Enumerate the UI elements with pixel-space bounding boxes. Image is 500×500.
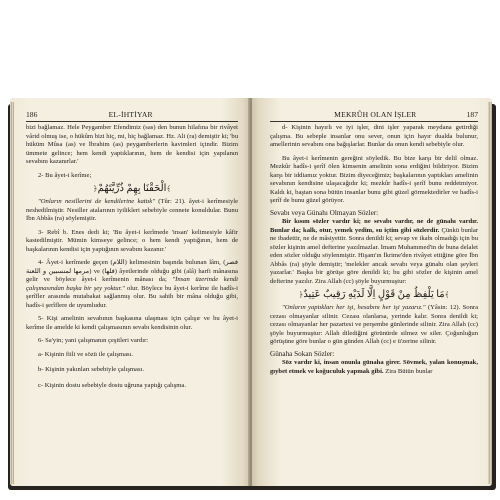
left-paragraph-2 bbox=[26, 198, 238, 224]
left-running-head: EL-İHTİYAR bbox=[108, 110, 153, 119]
left-page bbox=[10, 98, 250, 486]
left-item-2-label: 2- Bu âyet-i kerîme; bbox=[38, 171, 92, 179]
section-heading-1: Sevabı veya Günahı Olmayan Sözler: bbox=[270, 208, 379, 217]
left-paragraph-4 bbox=[26, 259, 238, 310]
right-paragraph-2: Bu âyet-i kerîmenin gereğini söyledik. Bu bize karşı bir delil olmaz. Mezkûr hadîs-i şerîf ölen kimsenin amelinin sona erdiğini bildiriyor. Bizim karşı bir iddiamız yoktur. Bizim diyeceğimiz; başkalarının yaptıkları amelinin sevabının kendisine ulaşacağıdır ki; mezkûr hadîs-i şerîf bunu reddetmiyor. Kaldı ki, baştan sona bütün insanlar bunu gibi güzel görmektedirler ve hadîs-i şerîf de bunu güzel görüyor. bbox=[270, 154, 478, 204]
right-page-edges bbox=[488, 102, 492, 484]
right-page-header bbox=[270, 110, 478, 122]
verse-ornament-right-icon: ﴾ bbox=[166, 184, 172, 193]
left-list bbox=[26, 351, 238, 391]
right-p5-rest: Zira Bütün bunlar bbox=[383, 367, 433, 375]
right-p4-rest: (Yâsin: 12). Sonra cezası olmayanlar silinir. Cezası olanlarsa, yerinde kalır. Sonra denildi ki; cezası olmayanlar her pazartesi ve perşembe günlerinde silinir. Zira Allah (cc) şöyle buyurmuştur: Allah dilediğini görünürde silmez ve siler. Çoğunluğun görüşüne göre bunlar o gün günden Allah (cc) e ü'zerine silinir. bbox=[270, 304, 479, 345]
right-page-number: 187 bbox=[466, 110, 478, 119]
left-page-edges bbox=[10, 102, 14, 484]
arabic-verse-2-text: مَا يَلْفِظُ مِنْ قَوْلٍ اِلَّا لَدَيْهِ رَقِيبٌ عَتِيدٌ bbox=[303, 289, 445, 300]
arabic-verse-1-text: الْحَقْنَا بِهِمْ ذُرِّيَّتَهُمْ bbox=[97, 183, 167, 194]
section-heading-2: Günaha Sokan Sözler: bbox=[270, 349, 335, 358]
right-p3-bold: Bir kısım sözler vardır ki; ne sevabı vardır, ne de günahı vardır. Bunlar da; kalk, otur, yemek yedim, su içtim gibi sözlerdir. bbox=[270, 218, 478, 234]
right-running-head: MEKRÛH OLAN İŞLER bbox=[334, 110, 417, 119]
left-paragraph-3: 3- Rebî b. Enes dedi ki; 'Bu âyet-i kerîmede 'insan' kelimesiyle kâfir kastedilmiştir. Mümin kimseye gelince; o hem kendi yaptığının, hem de başkalarının kendisi için yaptığının sevabını kazanır.' bbox=[26, 228, 238, 253]
right-paragraph-4 bbox=[270, 304, 478, 347]
left-p2-italic: "Onların nesillerini de kendilerine kattık" bbox=[38, 198, 155, 205]
left-paragraph-5: 5- Kişi amelinin sevabının başkasına ulaşması için çalışır ve bu âyet-i kerîme ile amelde ki kendi çalışmasının sevabı kendisinin olur. bbox=[26, 315, 238, 331]
right-p4-italic: "Onların yaptıkları her işi, hesabını her işi yazarız." bbox=[282, 304, 426, 311]
arabic-verse-1 bbox=[26, 182, 238, 196]
left-p4-italic: "İnsan üzerinde kendi çalışmasından başka bir şey yoktur." bbox=[26, 276, 238, 292]
left-paragraph-6: 6- Sa'yin; yani çalışmanın çeşitleri vardır: bbox=[38, 337, 149, 344]
left-page-header bbox=[26, 110, 238, 122]
list-item: c- Kişinin dostu sebebiyle dostu uğruna yaptığı çalışma. bbox=[38, 381, 186, 389]
right-paragraph-1: d- Kişinin hayırlı ve iyi işler, dini işler yaparak meydana getirdiği çalışma. Bu sebeple insanlar onu sever, onun için hayır dualda bulunur, amellerinin sevabını ona bağışlarlar. Bunlar da onun kendi sebebiyle olur. bbox=[270, 124, 478, 148]
right-paragraph-3 bbox=[270, 218, 478, 286]
right-p3-rest: Çünkü bunlar ne ibadettir, ne de mâsiyettir. Sonra denildi ki; sevap ve ikabı olmadığı için bu sözler kişinin amel defterine yazılmazlar. İmam Muhammed'in de buna delalet eden sözler olduğu söylenmiştir. Hişam'ın İkrime'den rivâyet ettiğine göre İbn Abbâs (ra) şöyle demiştir; 'melekler ancak sevabı veya günahı olan şeyleri yazarlar.' Başka bir görüşe göre denildi ki; bu gibi sözler de kişinin amel defterine yazılır. Zira Allah (cc) şöyle buyurmuştur: bbox=[270, 226, 478, 285]
open-book bbox=[8, 98, 496, 490]
arabic-verse-2 bbox=[270, 288, 478, 302]
left-paragraph-1: bizi bağlamaz. Hele Peygamber Efendimiz (sas) den bunun hilafına bir rivâyet vârid olmuş ise, o hükûm bizi hiç, mi, hiç bağlamaz. Hz. Ali (ra) demiştir ki; 'bu hüküm Mûsa (as) ve İbrahim (as) peygamberlerin kavimleri içindir. Bizim ümmete gelince; hem kendi yaptıklarının, hem de kendisi için yapılanın sevabını kazanırlar.' bbox=[26, 124, 238, 165]
left-p4-mid: ) ve (فلها) âyetlerinde olduğu gibi (alâ) harfi mânasına gelir ve böylece âyet-i kerîmenin mânası da; bbox=[26, 267, 238, 283]
left-p4-end: olur. Böylece bu âyet-i kerîme ile hadîs-i şerîfler arasında mutabakat sağlanmış olur. Bu sahih bir mâna olduğu gibi, hadîs-i şerîflere de uyumludur. bbox=[26, 284, 238, 309]
verse-ornament-right-icon: ﴾ bbox=[444, 290, 450, 299]
right-page bbox=[252, 98, 492, 486]
verse-ornament-left-icon: ﴿ bbox=[92, 184, 98, 193]
verse-ornament-left-icon: ﴿ bbox=[298, 290, 304, 299]
left-p2-rest: (Tûr: 21). âyet-i kerîmesiyle neshedilmiştir. Nesiller atalarının iyilikleri sebebiyle cennete konuldular. Bunu İbn Abbâs (ra) söylemiştir. bbox=[26, 198, 238, 222]
list-item: b- Kişinin yakınları sebebiyle çalışması. bbox=[38, 366, 145, 373]
right-p5-bold: Söz vardır ki, insan onunla günaha girer. Sövmek, yalan konuşmak, gıybet etmek ve koğuculuk yapmak gibi. bbox=[270, 359, 478, 375]
left-p4-arabic: فصر مرمها لمنسبين و اللعنة bbox=[26, 259, 239, 275]
list-item: a- Kişinin fiili ve sözü ile çalışması. bbox=[38, 350, 134, 358]
left-p4-start: 4- Âyet-i kerîmede geçen (اللام) kelimesinin başında bulunan lâm, ( bbox=[38, 259, 226, 266]
left-page-number: 186 bbox=[26, 110, 38, 119]
right-paragraph-5 bbox=[270, 359, 478, 376]
